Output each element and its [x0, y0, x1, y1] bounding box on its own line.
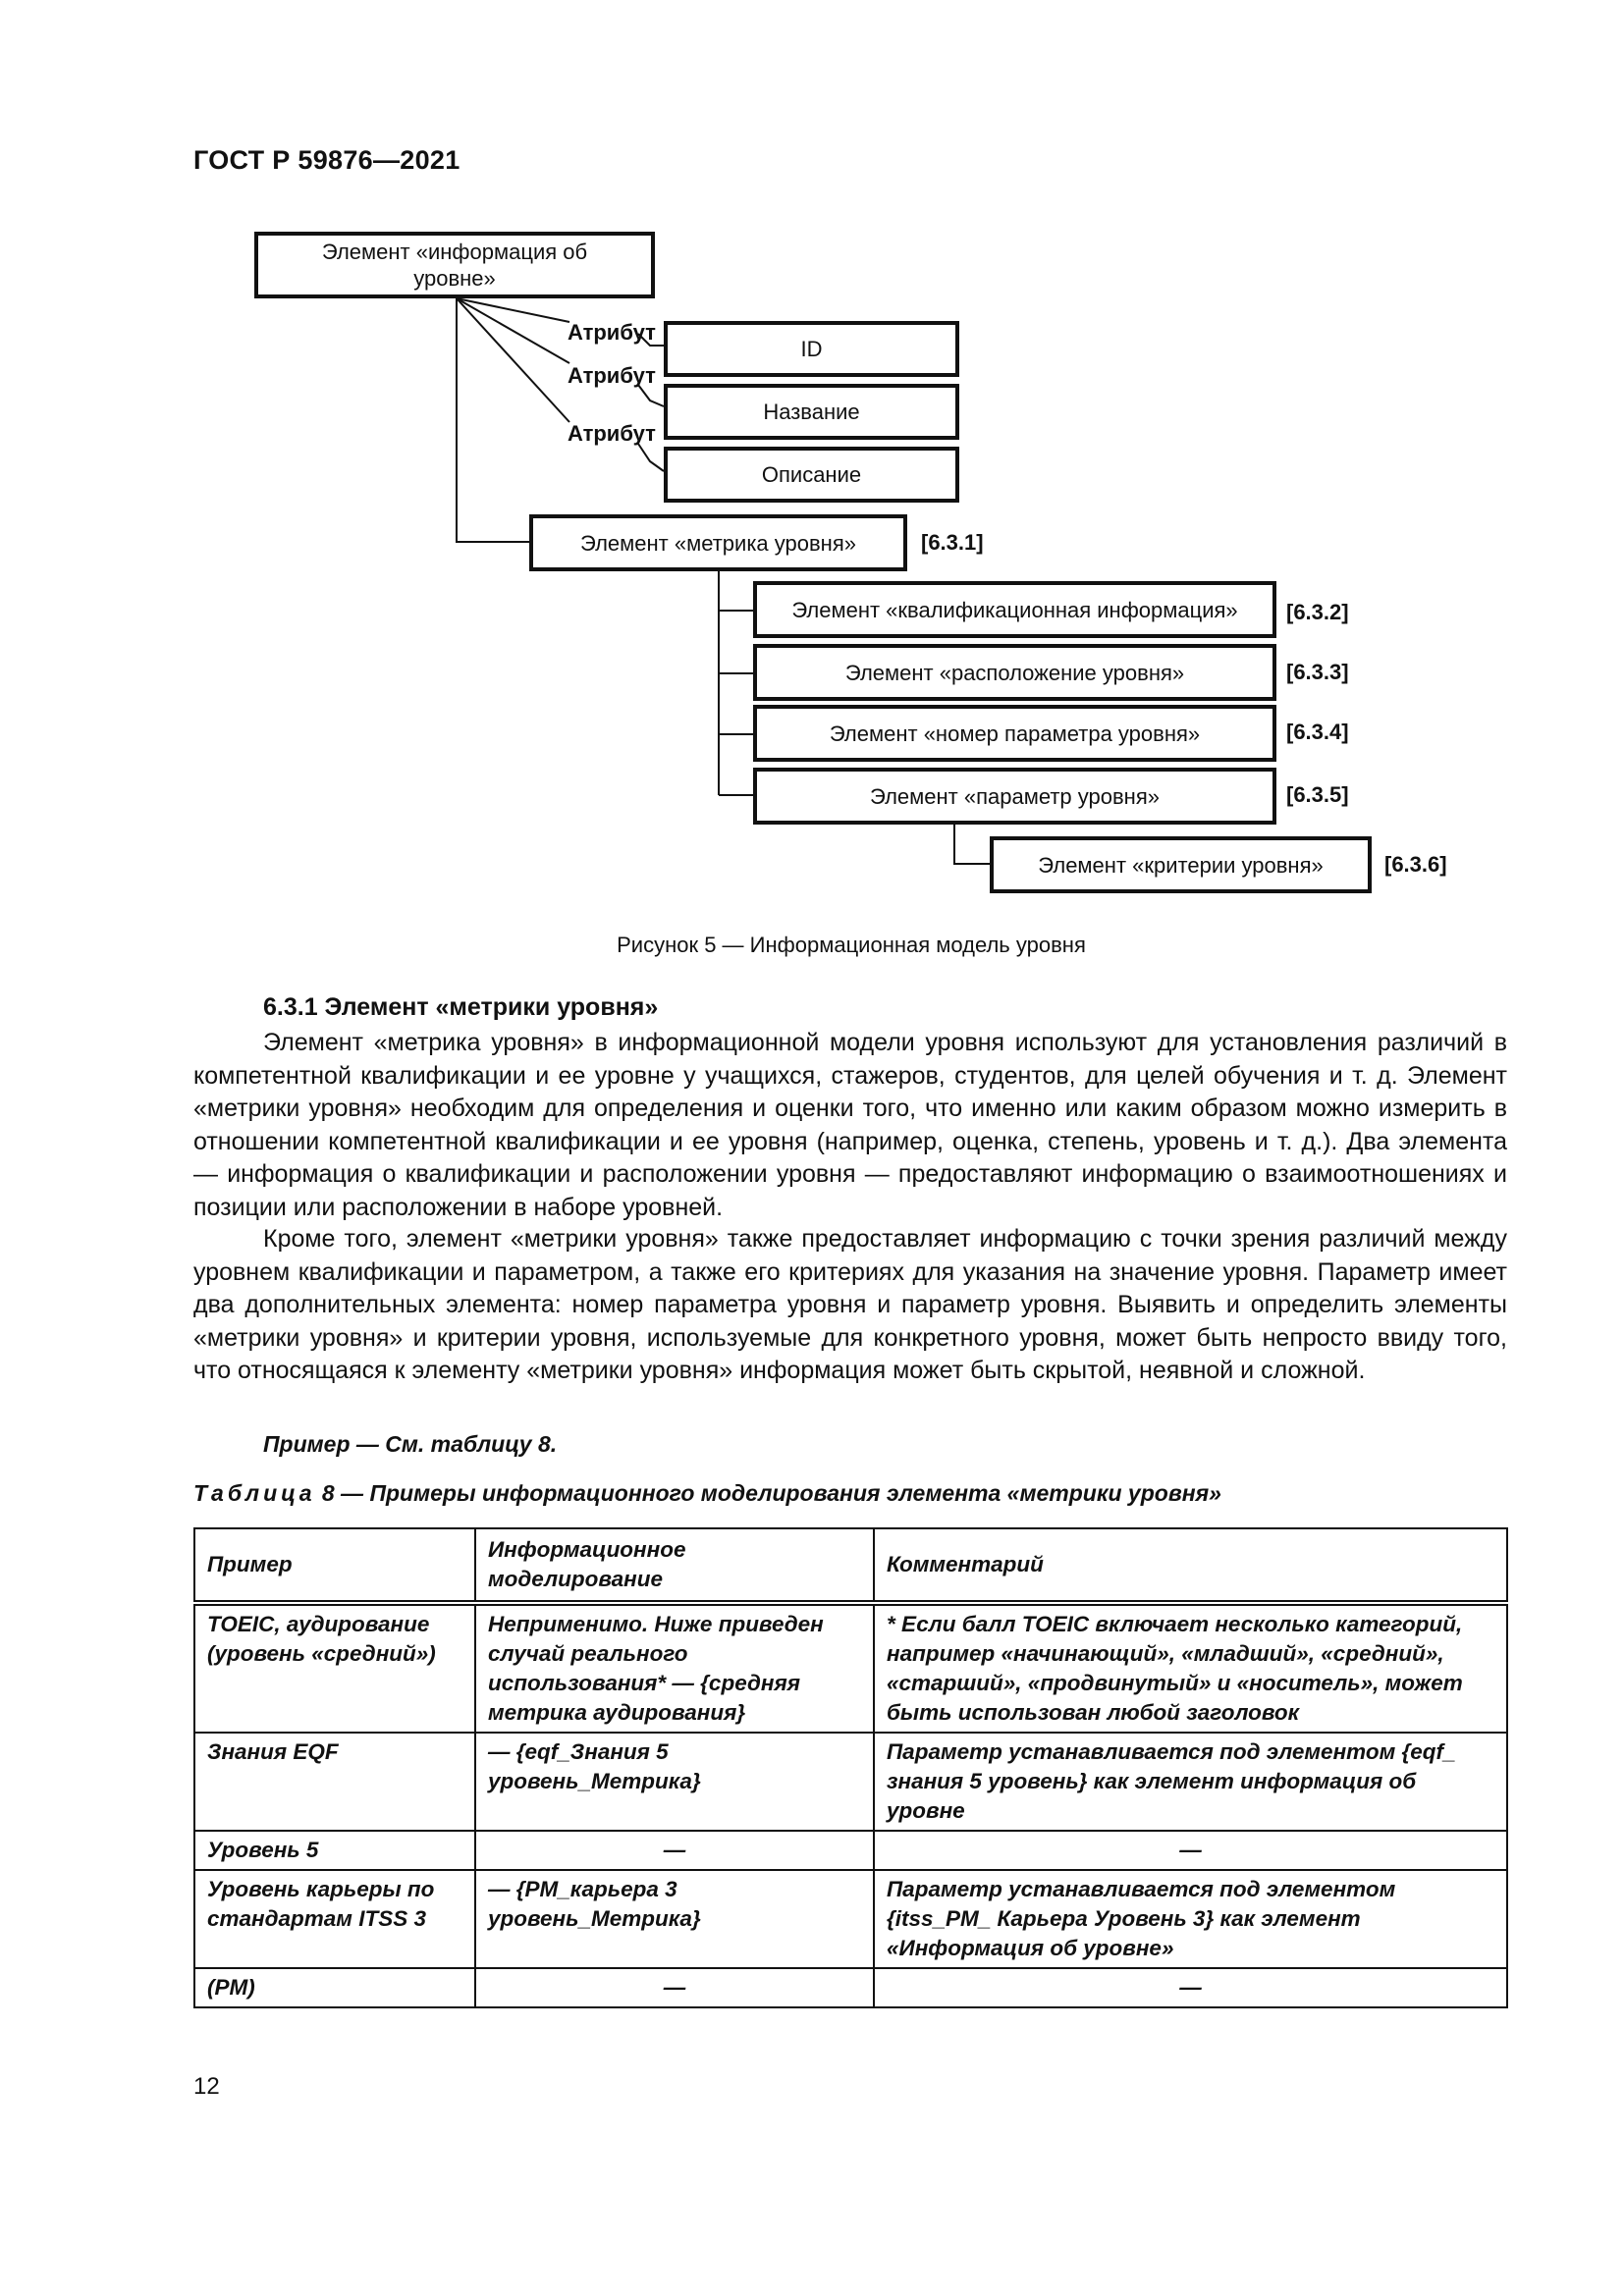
table-cell: Параметр устанавливается под элементом {eqf_ знания 5 уровень} как элемент информация об уровне [874, 1733, 1507, 1831]
connector-line [457, 298, 569, 363]
table-row [194, 1733, 1507, 1831]
root-element-box [254, 232, 655, 298]
information-model-diagram [0, 0, 1624, 942]
child-element-label: Элемент «квалификационная информация» [791, 597, 1238, 622]
table-title-word: Таблица [193, 1480, 316, 1506]
page-header: ГОСТ Р 59876—2021 [193, 145, 460, 175]
table-cell: Знания EQF [194, 1733, 475, 1831]
attribute-label: Атрибут [568, 320, 656, 345]
table-cell: — [475, 1968, 874, 2007]
metric-ref: [6.3.1] [921, 530, 984, 555]
connector-line [457, 298, 569, 322]
table-row [194, 1968, 1507, 2007]
table-cell: — {eqf_Знания 5 уровень_Метрика} [475, 1733, 874, 1831]
attribute-box-name [664, 384, 959, 440]
attribute-box-description [664, 447, 959, 503]
table-cell: — {PM_карьера 3 уровень_Метрика} [475, 1870, 874, 1968]
paragraph: Элемент «метрика уровня» в информационной модели уровня используют для установления различий в компетентной квалификации и ее уровне у учащихся, стажеров, студентов, для целей обучения и т. д. Элемент «метрики уровня» необходим для определения и оценки того, что именно или каким образом можно измерить в отношении компетентной квалификации и ее уровня (например, оценка, степень, уровень и т. д.). Два элемента — информация о квалификации и расположении уровня — предоставляют информацию о взаимоотношениях и позиции или расположении в наборе уровней. [193, 1029, 1507, 1221]
table-cell: Уровень 5 [194, 1831, 475, 1870]
connector-line [719, 569, 754, 611]
table-row [194, 1603, 1507, 1733]
connector-line [638, 444, 664, 471]
attribute-box-label: Описание [761, 462, 862, 487]
child-ref: [6.3.4] [1286, 720, 1349, 744]
table-header-cell: Информационное моделирование [475, 1528, 874, 1603]
connector-line [457, 298, 569, 422]
attribute-box-label: Название [763, 400, 860, 424]
table-cell: — [874, 1831, 1507, 1870]
example-note: Пример — См. таблицу 8. [263, 1431, 558, 1457]
table-cell: Уровень карьеры по стандартам ITSS 3 [194, 1870, 475, 1968]
examples-table [193, 1527, 1508, 2008]
child-element-label: Элемент «параметр уровня» [870, 783, 1160, 809]
root-element-label: Элемент «информация об уровне» [321, 240, 588, 291]
table-cell: Неприменимо. Ниже приведен случай реального использования* — {средняя метрика аудирования} [475, 1603, 874, 1733]
table-cell: TOEIC, аудирование (уровень «средний») [194, 1603, 475, 1733]
child-ref: [6.3.2] [1286, 600, 1349, 624]
attribute-box-id [664, 321, 959, 377]
table-header-row [194, 1528, 1507, 1603]
table-cell: (PM) [194, 1968, 475, 2007]
child-element-box [753, 768, 1276, 825]
figure-caption: Рисунок 5 — Информационная модель уровня [617, 933, 1086, 957]
table-header-cell: Комментарий [874, 1528, 1507, 1603]
table-header-cell: Пример [194, 1528, 475, 1603]
table-cell: Параметр устанавливается под элементом {itss_PM_ Карьера Уровень 3} как элемент «Информация об уровне» [874, 1870, 1507, 1968]
child-ref: [6.3.3] [1286, 660, 1349, 684]
table-title [193, 1480, 1221, 1507]
metric-element-box [529, 514, 907, 571]
child-element-box [753, 705, 1276, 762]
paragraph: Кроме того, элемент «метрики уровня» также предоставляет информацию с точки зрения различий между уровнем квалификации и параметром, а также его критериях для указания на значение уровня. Параметр имеет два дополнительных элемента: номер параметра уровня и параметр уровня. Выявить и определить элементы «метрики уровня» и критерии уровня, используемые для конкретного уровня, может быть непросто ввиду того, что относящаяся к элементу «метрики уровня» информация может быть скрытой, неявной и сложной. [193, 1225, 1507, 1384]
child-element-label: Элемент «расположение уровня» [844, 660, 1185, 685]
attribute-box-label: ID [800, 337, 823, 361]
page-number: 12 [193, 2073, 220, 2100]
metric-element-label: Элемент «метрика уровня» [580, 530, 856, 556]
child-element-box [753, 644, 1276, 701]
table-row [194, 1831, 1507, 1870]
child-element-box [753, 581, 1276, 638]
table-cell: * Если балл TOEIC включает несколько категорий, например «начинающий», «младший», «средний», «старший», «продвинутый» и «носитель», может быть использован любой заголовок [874, 1603, 1507, 1733]
criteria-ref: [6.3.6] [1384, 852, 1447, 877]
table-cell: — [874, 1968, 1507, 2007]
child-ref: [6.3.5] [1286, 782, 1349, 807]
table-title-rest: 8 — Примеры информационного моделирования элемента «метрики уровня» [321, 1480, 1221, 1506]
criteria-element-label: Элемент «критерии уровня» [1038, 852, 1324, 878]
attribute-label: Атрибут [568, 421, 656, 446]
connector-line [954, 825, 990, 864]
section-title: 6.3.1 Элемент «метрики уровня» [263, 993, 659, 1021]
child-element-label: Элемент «номер параметра уровня» [829, 721, 1201, 746]
attribute-label: Атрибут [568, 363, 656, 388]
criteria-element-box [990, 836, 1372, 893]
table-cell: — [475, 1831, 874, 1870]
table-row [194, 1870, 1507, 1968]
